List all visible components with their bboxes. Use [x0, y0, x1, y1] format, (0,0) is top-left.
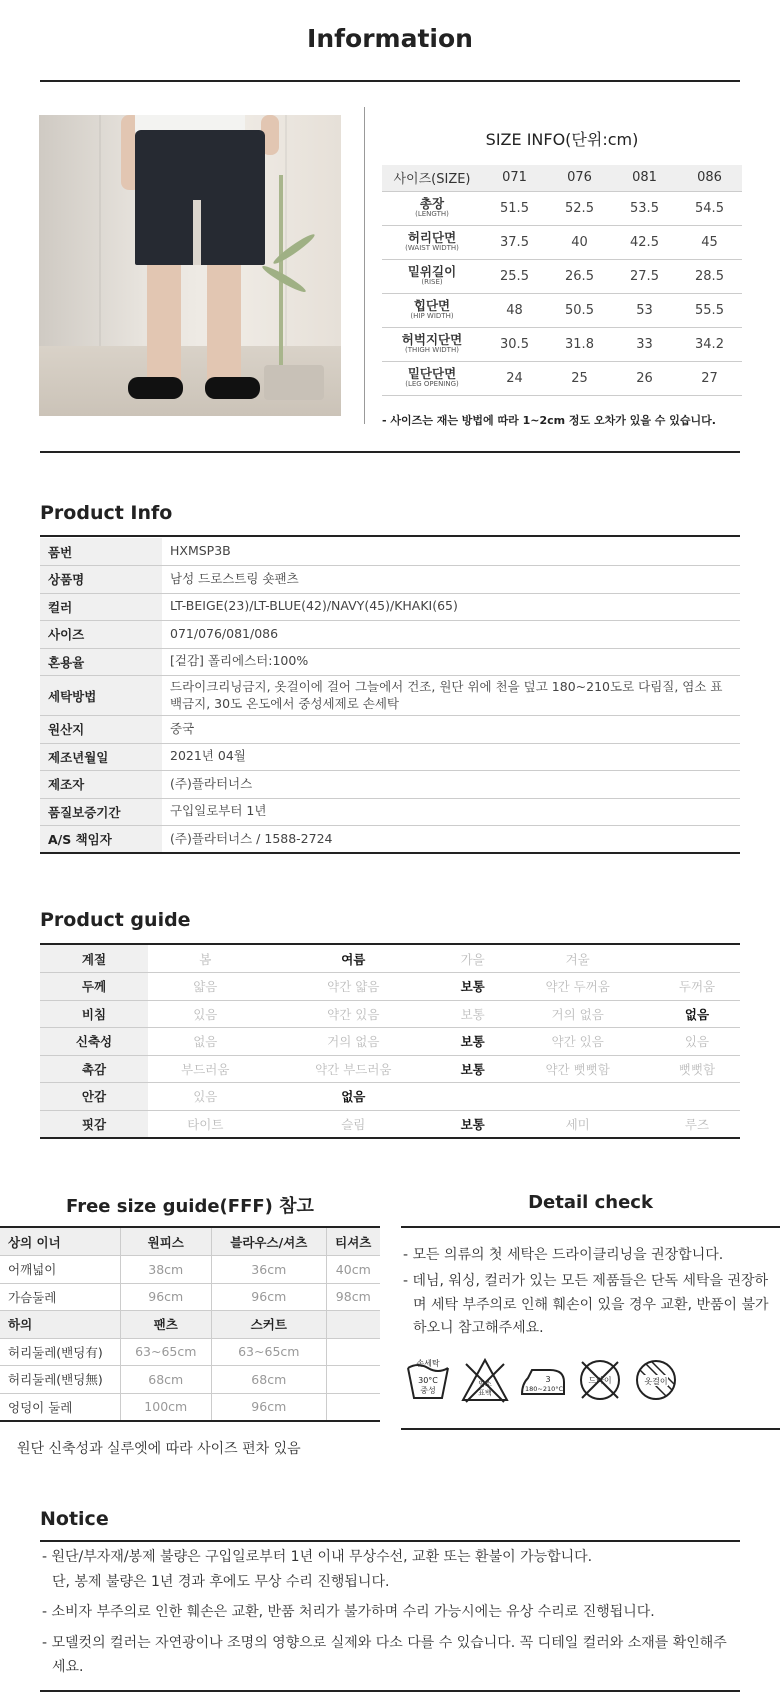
- info-row: [40, 593, 740, 621]
- size-row-label: 허리단면 (WAIST WIDTH): [382, 225, 482, 259]
- size-value: 26.5: [547, 259, 612, 293]
- free-size-cell: 허리둘레(밴딩有): [0, 1338, 120, 1366]
- guide-option: 보통: [444, 1055, 501, 1083]
- guide-row: [40, 1055, 740, 1083]
- guide-row: [40, 1028, 740, 1056]
- size-value: 24: [482, 361, 547, 395]
- free-size-cell: 블라우스/셔츠: [212, 1228, 327, 1256]
- free-size-cell: 36cm: [212, 1256, 327, 1284]
- size-value: 55.5: [677, 293, 742, 327]
- info-key: 사이즈: [40, 621, 162, 649]
- guide-option: 가을: [444, 945, 501, 973]
- guide-option: 두꺼움: [654, 973, 740, 1001]
- section-divider: [40, 451, 740, 453]
- guide-option: 있음: [148, 1000, 263, 1028]
- guide-option: 약간 뻣뻣함: [501, 1055, 654, 1083]
- hang-dry-icon: [632, 1356, 680, 1404]
- guide-option: 뻣뻣함: [654, 1055, 740, 1083]
- hand-wash-label: 손세탁: [416, 1359, 440, 1368]
- guide-option: 없음: [654, 1000, 740, 1028]
- free-size-cell: 63~65cm: [212, 1338, 327, 1366]
- size-row-label: 허벅지단면 (THIGH WIDTH): [382, 327, 482, 361]
- free-size-title: Free size guide(FFF) 참고: [66, 1196, 314, 1217]
- size-value: 27.5: [612, 259, 677, 293]
- guide-option: 있음: [148, 1083, 263, 1111]
- info-value: 중국: [162, 716, 740, 744]
- guide-option: 슬림: [263, 1110, 444, 1138]
- size-value: 53.5: [612, 191, 677, 225]
- free-size-cell: 원피스: [120, 1228, 212, 1256]
- info-key: A/S 책임자: [40, 826, 162, 854]
- free-size-row: [0, 1311, 380, 1339]
- guide-option: 약간 있음: [263, 1000, 444, 1028]
- size-row: [382, 361, 742, 395]
- notice-item: - 소비자 부주의로 인한 훼손은 교환, 반품 처리가 불가하며 수리 가능시에는 유상 수리로 진행됩니다.: [42, 1604, 655, 1620]
- product-info-table: [40, 538, 740, 854]
- svg-text:드라이: 드라이: [588, 1376, 612, 1385]
- free-size-cell: 하의: [0, 1311, 120, 1339]
- guide-option: [654, 945, 740, 973]
- guide-key: 신축성: [40, 1028, 148, 1056]
- info-key: 원산지: [40, 716, 162, 744]
- free-size-cell: 96cm: [212, 1393, 327, 1421]
- no-dry-clean-icon: [576, 1356, 624, 1404]
- info-row: [40, 621, 740, 649]
- size-col-header: 071: [482, 165, 547, 191]
- free-size-cell: 가슴둘레: [0, 1283, 120, 1311]
- guide-option: 여름: [263, 945, 444, 973]
- info-value: 남성 드로스트링 숏팬츠: [162, 566, 740, 594]
- free-size-table: [0, 1228, 380, 1422]
- size-value: 53: [612, 293, 677, 327]
- guide-row: [40, 1110, 740, 1138]
- info-row: [40, 798, 740, 826]
- size-value: 27: [677, 361, 742, 395]
- size-info-title: SIZE INFO(단위:cm): [485, 130, 639, 149]
- size-row-label: 총장 (LENGTH): [382, 191, 482, 225]
- size-value: 52.5: [547, 191, 612, 225]
- guide-option: 타이트: [148, 1110, 263, 1138]
- guide-option: [501, 1083, 654, 1111]
- guide-option: 약간 부드러움: [263, 1055, 444, 1083]
- info-key: 제조년월일: [40, 743, 162, 771]
- guide-row: [40, 973, 740, 1001]
- free-size-cell: 티셔츠: [326, 1228, 380, 1256]
- size-row: [382, 327, 742, 361]
- size-col-header: 081: [612, 165, 677, 191]
- size-value: 54.5: [677, 191, 742, 225]
- size-value: 26: [612, 361, 677, 395]
- guide-option: 약간 얇음: [263, 973, 444, 1001]
- iron-icon: [518, 1356, 568, 1404]
- no-bleach-icon: [460, 1356, 510, 1404]
- free-size-cell: 팬츠: [120, 1311, 212, 1339]
- svg-text:옷걸이: 옷걸이: [644, 1377, 668, 1386]
- guide-row: [40, 1000, 740, 1028]
- guide-option: 보통: [444, 973, 501, 1001]
- title-divider: [40, 80, 740, 82]
- free-size-cell: 98cm: [326, 1283, 380, 1311]
- guide-key: 두께: [40, 973, 148, 1001]
- svg-text:중성: 중성: [420, 1386, 436, 1395]
- info-row: [40, 743, 740, 771]
- size-col-header: 사이즈(SIZE): [382, 165, 482, 191]
- notice-item: - 원단/부자재/봉제 불량은 구입일로부터 1년 이내 무상수선, 교환 또는 환불이 가능합니다. 단, 봉제 불량은 1년 경과 후에도 무상 수리 진행됩니다.: [42, 1549, 593, 1590]
- free-size-cell: 38cm: [120, 1256, 212, 1284]
- free-size-cell: [326, 1366, 380, 1394]
- product-info-rule: [40, 535, 740, 537]
- size-row-label: 밑위길이 (RISE): [382, 259, 482, 293]
- info-key: 제조자: [40, 771, 162, 799]
- guide-option: 거의 없음: [263, 1028, 444, 1056]
- notice-list: [40, 1545, 740, 1686]
- vertical-divider: [364, 107, 365, 424]
- free-size-cell: 허리둘레(밴딩無): [0, 1366, 120, 1394]
- guide-option: 없음: [263, 1083, 444, 1111]
- care-icons: [404, 1356, 680, 1404]
- info-value: (주)플라터너스 / 1588-2724: [162, 826, 740, 854]
- page-title: Information: [307, 24, 473, 53]
- free-size-row: [0, 1256, 380, 1284]
- size-value: 37.5: [482, 225, 547, 259]
- size-note: - 사이즈는 재는 방법에 따라 1~2cm 정도 오차가 있을 수 있습니다.: [382, 414, 716, 427]
- svg-text:염소: 염소: [478, 1380, 492, 1388]
- detail-check-item: - 모든 의류의 첫 세탁은 드라이클리닝을 권장합니다.: [403, 1247, 724, 1263]
- size-col-header: 086: [677, 165, 742, 191]
- info-value: (주)플라터너스: [162, 771, 740, 799]
- hand-wash-icon: [404, 1356, 452, 1404]
- size-row: [382, 293, 742, 327]
- guide-option: 약간 있음: [501, 1028, 654, 1056]
- detail-check-title: Detail check: [528, 1192, 653, 1213]
- svg-text:180~210°C: 180~210°C: [524, 1385, 564, 1393]
- guide-option: 얇음: [148, 973, 263, 1001]
- info-row: [40, 826, 740, 854]
- info-value: HXMSP3B: [162, 538, 740, 566]
- size-value: 25: [547, 361, 612, 395]
- guide-option: 거의 없음: [501, 1000, 654, 1028]
- free-size-row: [0, 1283, 380, 1311]
- guide-key: 계절: [40, 945, 148, 973]
- free-size-cell: 100cm: [120, 1393, 212, 1421]
- free-size-row: [0, 1228, 380, 1256]
- size-row-label: 힙단면 (HIP WIDTH): [382, 293, 482, 327]
- guide-option: 루즈: [654, 1110, 740, 1138]
- free-size-cell: 68cm: [212, 1366, 327, 1394]
- info-row: [40, 676, 740, 716]
- guide-row: [40, 1083, 740, 1111]
- free-size-row: [0, 1393, 380, 1421]
- info-key: 품번: [40, 538, 162, 566]
- size-value: 48: [482, 293, 547, 327]
- free-size-cell: 40cm: [326, 1256, 380, 1284]
- free-size-cell: 96cm: [212, 1283, 327, 1311]
- product-guide-table: [40, 945, 740, 1139]
- size-value: 42.5: [612, 225, 677, 259]
- free-size-cell: 어깨넓이: [0, 1256, 120, 1284]
- size-value: 30.5: [482, 327, 547, 361]
- guide-option: 약간 두꺼움: [501, 973, 654, 1001]
- guide-option: 보통: [444, 1110, 501, 1138]
- detail-check-bottom-rule: [401, 1428, 780, 1430]
- guide-key: 핏감: [40, 1110, 148, 1138]
- free-size-cell: 엉덩이 둘레: [0, 1393, 120, 1421]
- info-key: 상품명: [40, 566, 162, 594]
- guide-option: 봄: [148, 945, 263, 973]
- size-value: 25.5: [482, 259, 547, 293]
- free-size-row: [0, 1366, 380, 1394]
- info-value: 071/076/081/086: [162, 621, 740, 649]
- info-value: [겉감] 폴리에스터:100%: [162, 648, 740, 676]
- size-row: [382, 225, 742, 259]
- size-row-label: 밑단단면 (LEG OPENING): [382, 361, 482, 395]
- size-value: 51.5: [482, 191, 547, 225]
- size-value: 34.2: [677, 327, 742, 361]
- info-value: 2021년 04월: [162, 743, 740, 771]
- free-size-row: [0, 1338, 380, 1366]
- free-size-cell: [326, 1311, 380, 1339]
- svg-text:3: 3: [545, 1375, 551, 1384]
- guide-option: 보통: [444, 1000, 501, 1028]
- size-value: 40: [547, 225, 612, 259]
- info-value: LT-BEIGE(23)/LT-BLUE(42)/NAVY(45)/KHAKI(65): [162, 593, 740, 621]
- notice-item: - 모델컷의 컬러는 자연광이나 조명의 영향으로 실제와 다소 다를 수 있습니다. 꼭 디테일 컬러와 소재를 확인해주세요.: [42, 1634, 727, 1675]
- guide-option: 없음: [148, 1028, 263, 1056]
- size-table: [382, 165, 742, 396]
- free-size-cell: 63~65cm: [120, 1338, 212, 1366]
- info-key: 혼용율: [40, 648, 162, 676]
- info-key: 세탁방법: [40, 676, 162, 716]
- guide-key: 촉감: [40, 1055, 148, 1083]
- size-value: 45: [677, 225, 742, 259]
- product-info-title: Product Info: [40, 502, 173, 524]
- guide-row: [40, 945, 740, 973]
- info-row: [40, 566, 740, 594]
- info-row: [40, 771, 740, 799]
- guide-option: 있음: [654, 1028, 740, 1056]
- size-row: [382, 259, 742, 293]
- info-row: [40, 648, 740, 676]
- guide-option: 부드러움: [148, 1055, 263, 1083]
- free-size-cell: 스커트: [212, 1311, 327, 1339]
- free-size-cell: [326, 1393, 380, 1421]
- detail-check-item: - 데님, 워싱, 컬러가 있는 모든 제품들은 단독 세탁을 권장하며 세탁 부주의로 인해 훼손이 있을 경우 교환, 반품이 불가하오니 참고해주세요.: [403, 1272, 769, 1337]
- size-value: 28.5: [677, 259, 742, 293]
- detail-check-list: [401, 1244, 780, 1343]
- guide-option: [444, 1083, 501, 1111]
- info-value: 드라이크리닝금지, 옷걸이에 걸어 그늘에서 건조, 원단 위에 천을 덮고 180~210도로 다림질, 염소 표백금지, 30도 온도에서 중성세제로 손세탁: [162, 676, 740, 716]
- info-value: 구입일로부터 1년: [162, 798, 740, 826]
- size-table-header: [382, 165, 742, 191]
- size-value: 50.5: [547, 293, 612, 327]
- free-size-note: 원단 신축성과 실루엣에 따라 사이즈 편차 있음: [17, 1441, 301, 1457]
- free-size-cell: 96cm: [120, 1283, 212, 1311]
- free-size-cell: 68cm: [120, 1366, 212, 1394]
- free-size-cell: 상의 이너: [0, 1228, 120, 1256]
- guide-key: 안감: [40, 1083, 148, 1111]
- size-value: 31.8: [547, 327, 612, 361]
- guide-option: 보통: [444, 1028, 501, 1056]
- info-row: [40, 716, 740, 744]
- size-row: [382, 191, 742, 225]
- detail-check-rule: [401, 1226, 780, 1228]
- free-size-cell: [326, 1338, 380, 1366]
- info-row: [40, 538, 740, 566]
- size-col-header: 076: [547, 165, 612, 191]
- guide-key: 비침: [40, 1000, 148, 1028]
- svg-text:30°C: 30°C: [418, 1376, 438, 1385]
- notice-bottom-rule: [40, 1690, 740, 1692]
- info-key: 품질보증기간: [40, 798, 162, 826]
- guide-option: [654, 1083, 740, 1111]
- svg-text:표백: 표백: [478, 1389, 492, 1397]
- guide-option: 세미: [501, 1110, 654, 1138]
- info-key: 컬러: [40, 593, 162, 621]
- product-photo: [39, 115, 341, 416]
- product-guide-title: Product guide: [40, 909, 191, 931]
- notice-rule: [40, 1540, 740, 1542]
- notice-title: Notice: [40, 1508, 109, 1530]
- guide-option: 겨울: [501, 945, 654, 973]
- size-value: 33: [612, 327, 677, 361]
